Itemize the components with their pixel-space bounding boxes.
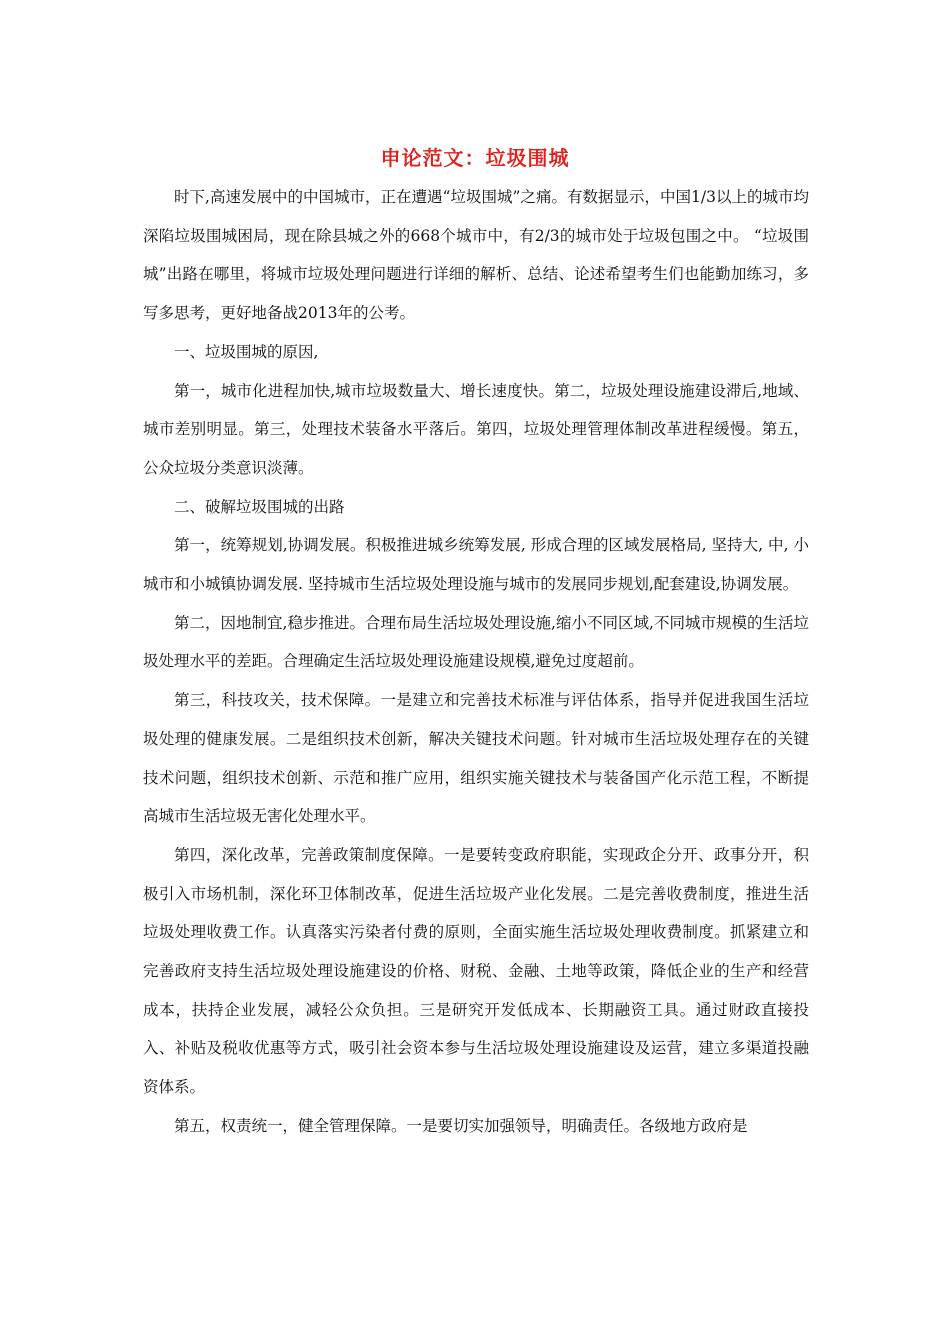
paragraph-intro: 时下,高速发展中的中国城市，正在遭遇“垃圾围城”之痛。有数据显示，中国1/3以上的城市均深陷垃圾围城困局，现在除县城之外的668个城市中，有2/3的城市处于垃圾包围之中。 “垃圾围城”出路在哪里，将城市垃圾处理问题进行详细的解析、总结、论述希望考生们也能勤加练习，多写多思考，更好地备战2013年的公考。	[143, 188, 809, 323]
paragraph-causes: 第一，城市化进程加快,城市垃圾数量大、增长速度快。第二，垃圾处理设施建设滞后,地域、城市差别明显。第三，处理技术装备水平落后。第四，垃圾处理管理体制改革进程缓慢。第五，公众垃圾分类意识淡薄。	[143, 381, 809, 477]
document-body	[143, 178, 809, 1146]
document-title: 申论范文：垃圾围城	[380, 146, 570, 170]
paragraph-solution-4: 第四，深化改革，完善政策制度保障。一是要转变政府职能，实现政企分开、政事分开，积极引入市场机制，深化环卫体制改革，促进生活垃圾产业化发展。二是完善收费制度，推进生活垃圾处理收费工作。认真落实污染者付费的原则，全面实施生活垃圾处理收费制度。抓紧建立和完善政府支持生活垃圾处理设施建设的价格、财税、金融、土地等政策，降低企业的生产和经营成本，扶持企业发展，减轻公众负担。三是研究开发低成本、长期融资工具。通过财政直接投入、补贴及税收优惠等方式，吸引社会资本参与生活垃圾处理设施建设及运营，建立多渠道投融资体系。	[143, 845, 809, 1097]
paragraph-solution-1: 第一，统筹规划,协调发展。积极推进城乡统筹发展, 形成合理的区域发展格局, 坚持大, 中, 小城市和小城镇协调发展. 坚持城市生活垃圾处理设施与城市的发展同步规划,配套建设,协调发展。	[143, 536, 809, 594]
section-heading-causes: 一、垃圾围城的原因,	[174, 342, 319, 361]
paragraph-solution-5: 第五，权责统一，健全管理保障。一是要切实加强领导，明确责任。各级地方政府是	[174, 1116, 748, 1135]
paragraph-solution-3: 第三，科技攻关，技术保障。一是建立和完善技术标准与评估体系，指导并促进我国生活垃圾处理的健康发展。二是组织技术创新，解决关键技术问题。针对城市生活垃圾处理存在的关键技术问题，组织技术创新、示范和推广应用，组织实施关键技术与装备国产化示范工程，不断提高城市生活垃圾无害化处理水平。	[143, 691, 809, 826]
paragraph-solution-2: 第二，因地制宜,稳步推进。合理布局生活垃圾处理设施,缩小不同区域,不同城市规模的生活垃圾处理水平的差距。合理确定生活垃圾处理设施建设规模,避免过度超前。	[143, 613, 809, 671]
section-heading-solutions: 二、破解垃圾围城的出路	[174, 497, 345, 516]
